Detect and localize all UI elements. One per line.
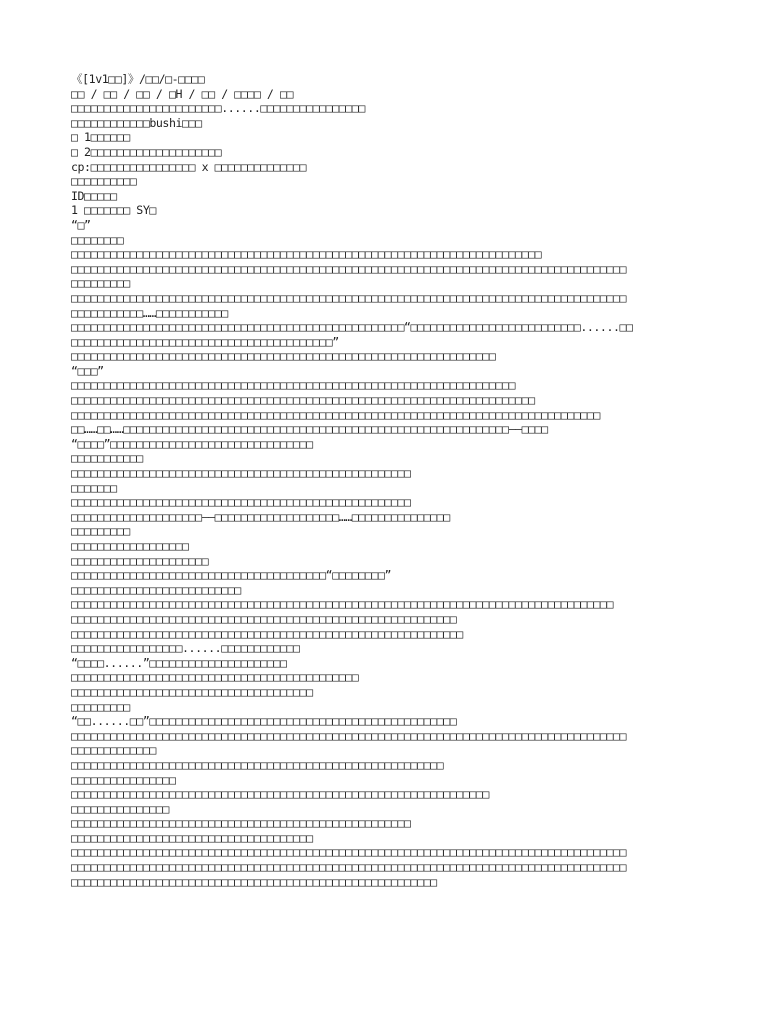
text-line: ID□□□□□ bbox=[71, 188, 117, 203]
text-line: □□□□□□□□□□□□□□□□□□□□□□□□□□□□□□□□□□□□□□□□□□□□□□□□□□□□ bbox=[71, 495, 411, 510]
text-line: □□□□□□□□□□□□□□□□□□□□□□□□□□□□□□□□□□□□□□□□□□□□□□□□□□□□□□□□□□□□□□□□□□□□□□□□□□□□□□□□□□□□□ bbox=[71, 845, 627, 860]
text-line: □□□□□□□□□□□□□□□□□□□□□□□□□□□□□□□□□□□□□□□□□□□□□□□□□□□□□□□□□□□□□□□□□□□□□□□□□□□□□□□□□□□□□ bbox=[71, 261, 627, 276]
text-line: □□□□□□□ bbox=[71, 480, 117, 495]
text-line: □□□□□□□□□□□□bushi□□□ bbox=[71, 115, 202, 130]
document-title: 《[1v1□□]》/□□/□-□□□□ bbox=[71, 72, 205, 86]
text-line: □□□□□□□□□□□□□□□□□□□□□□□□□□□□□□□□□□□□□□□□□□□□□□□□□□□□□□□□□□□□□□□□□□□□□□□□□□□□□□□□□□□□□ bbox=[71, 728, 627, 743]
text-line: “□□□□......”□□□□□□□□□□□□□□□□□□□□□ bbox=[71, 655, 287, 670]
text-line: □□□□□□□□□□□□□□□□□□□□□ bbox=[71, 553, 209, 568]
text-line: □□□□□□□□□□□□□□□□□□□□□□□□□□□□□□□□□□□□□□□□□□□□□□□□□□□□ bbox=[71, 816, 411, 831]
text-line: □□□□□□□□□□□□□□□□□□ bbox=[71, 539, 189, 553]
text-line: □□□□□□□□□□□□□□□□□□□□□□□□□□□□□□□□□□□□□□□□□□□□□□□□□□□□□□□□□□□□□□□□□□□□□□□□□□□□□□□□□□□□□ bbox=[71, 290, 627, 305]
text-line: cp:□□□□□□□□□□□□□□□□ x □□□□□□□□□□□□□□ bbox=[71, 159, 307, 174]
text-line: □□□□□□□□□□□ bbox=[71, 451, 143, 466]
text-line: □□……□□……□□□□□□□□□□□□□□□□□□□□□□□□□□□□□□□□□□□□□□□□□□□□□□□□□□□□□□□□□□□——□□□□ bbox=[71, 422, 548, 437]
text-line: □□□□□□□□□□□□□□□□□□□□□□□□□□□□□□□□□□□□□□□□□□□□□□□□□□□□□□□□□□□□□□□□□□□□□□□□□□□□□□□□□□□□□ bbox=[71, 860, 627, 875]
text-line: □□□□□□□□□□□□□ bbox=[71, 743, 156, 758]
text-line: □□□□□□□□□□□□□□□□□□□□——□□□□□□□□□□□□□□□□□□□……□□□□□□□□□□□□□□□ bbox=[71, 509, 450, 524]
text-line: “□□□□”□□□□□□□□□□□□□□□□□□□□□□□□□□□□□□□ bbox=[71, 436, 313, 451]
text-line: □□□□□□□□□□□□□□□□□□□□□□□□□□□□□□□□□□□□□□□□” bbox=[71, 334, 339, 349]
text-line: □□□□□□□□□□□……□□□□□□□□□□□ bbox=[71, 305, 228, 320]
text-line: □□□□□□□□□□□□□□□ bbox=[71, 801, 169, 816]
text-line: □□□□□□□□□□□□□□□□□□□□□□□□□□□□□□□□□□□□□□□□□□□□□□□□□□□□□□□□ bbox=[71, 874, 437, 889]
text-line: □□□□□□□□□□□□□□□□□□□□□□□□□□□□□□□□□□□□□□□□□□□□□□□□□□□□□□□□□□□□□□□□□□□□□□□ bbox=[71, 393, 535, 408]
text-line: □ 2□□□□□□□□□□□□□□□□□□□□ bbox=[71, 144, 222, 159]
text-line: □□□□□□□□□□□□□□□□□□□□□□□□□□□□□□□□□□□□□□□□□□□□□□□□□□□“□□□□□□□□□□□□□□□□□□□□□□□□□□......□□ bbox=[71, 320, 633, 335]
text-line: □□□□□□□□□□□□□□□□□□□□□□□□□□□□□□□□□□□□□ bbox=[71, 830, 313, 845]
text-line: □□□□□□□□□□□□□□□□□□□□□□□□□□□□□□□□□□□□□□□□□□□□ bbox=[71, 670, 359, 685]
text-line: □□□□□□□□□□□□□□□□□□□□□□□□□□ bbox=[71, 582, 241, 597]
text-line: □□□□□□□□□ bbox=[71, 276, 130, 291]
text-line: □□□□□□□□□□□□□□□□□□□□□□□□□□□□□□□□□□□□□ bbox=[71, 684, 313, 699]
text-line: □□□□□□□□□□□□□□□□□□□□□□□□□□□□□□□□□□□□□□□□□□□□□□□□□□□□□□□□□□□□ bbox=[71, 626, 463, 641]
text-line: □□□□□□□□□□□□□□□□□......□□□□□□□□□□□□ bbox=[71, 641, 300, 656]
document-text-body bbox=[71, 72, 701, 889]
text-line: “□□......□□”□□□□□□□□□□□□□□□□□□□□□□□□□□□□□□□□□□□□□□□□□□□□□□□ bbox=[71, 714, 457, 729]
text-line: □□□□□□□□□□□□□□□□ bbox=[71, 772, 176, 787]
text-line: □□□□□□□□ bbox=[71, 232, 124, 247]
text-line: □□□□□□□□□□ bbox=[71, 174, 137, 189]
text-line: □□□□□□□□□□□□□□□□□□□□□□□□□□□□□□□□□□□□□□□□□□□□□□□□□□□□□□□□□□□□□□□□□□□□□□□□□□□□□□□□□□□ bbox=[71, 597, 613, 612]
text-line: □□□□□□□□□□□□□□□□□□□□□□□□□□□□□□□□□□□□□□□□□□□□□□□□□□□□□□□□□□□□□□□□ bbox=[71, 787, 489, 802]
text-line: □□□□□□□□□□□□□□□□□□□□□□□□□□□□□□□□□□□□□□□□□□□□□□□□□□□□□□□□□□□□□□□□□ bbox=[71, 349, 496, 364]
text-line: □□□□□□□□□□□□□□□□□□□□□□□□□□□□□□□□□□□□□□□“□□□□□□□□” bbox=[71, 568, 391, 583]
text-line: □□□□□□□□□ bbox=[71, 699, 130, 714]
text-line: □□□□□□□□□□□□□□□□□□□□□□□□□□□□□□□□□□□□□□□□□□□□□□□□□□□□□□□□□□□□□□□□□□□□ bbox=[71, 378, 516, 393]
text-line: □ 1□□□□□□ bbox=[71, 130, 130, 145]
document-tags: □□ / □□ / □□ / □H / □□ / □□□□ / □□ bbox=[71, 86, 294, 101]
text-line: □□□□□□□□□□□□□□□□□□□□□□□......□□□□□□□□□□□□□□□□ bbox=[71, 101, 365, 116]
text-line: □□□□□□□□□□□□□□□□□□□□□□□□□□□□□□□□□□□□□□□□□□□□□□□□□□□□ bbox=[71, 466, 411, 481]
text-line: □□□□□□□□□□□□□□□□□□□□□□□□□□□□□□□□□□□□□□□□□□□□□□□□□□□□□□□□□□□ bbox=[71, 611, 457, 626]
text-line: □□□□□□□□□□□□□□□□□□□□□□□□□□□□□□□□□□□□□□□□□□□□□□□□□□□□□□□□□□□□□□□□□□□□□□□□□□□□□□□□□ bbox=[71, 407, 600, 422]
text-line: “□” bbox=[71, 217, 91, 232]
text-line: 1 □□□□□□□ SY□ bbox=[71, 203, 156, 218]
text-line: “□□□” bbox=[71, 363, 104, 378]
text-line: □□□□□□□□□□□□□□□□□□□□□□□□□□□□□□□□□□□□□□□□□□□□□□□□□□□□□□□□□ bbox=[71, 757, 444, 772]
text-line: □□□□□□□□□ bbox=[71, 524, 130, 539]
text-line: □□□□□□□□□□□□□□□□□□□□□□□□□□□□□□□□□□□□□□□□□□□□□□□□□□□□□□□□□□□□□□□□□□□□□□□□ bbox=[71, 247, 542, 262]
